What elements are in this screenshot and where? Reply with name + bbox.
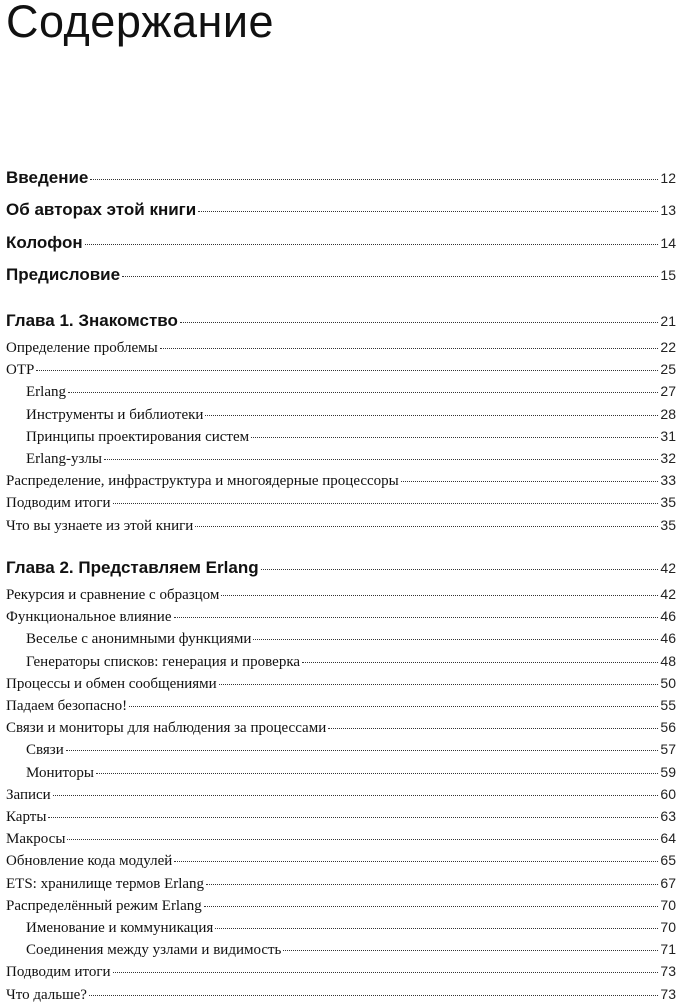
toc-section-entry <box>6 986 676 1004</box>
dot-leader <box>67 839 658 840</box>
dot-leader <box>261 569 659 570</box>
toc-section-entry <box>6 875 676 893</box>
toc-page-number: 21 <box>660 313 676 329</box>
toc-section-entry <box>6 608 676 626</box>
dot-leader <box>198 211 658 212</box>
toc-page-number: 70 <box>660 919 676 935</box>
front-matter-entry <box>6 233 676 253</box>
toc-page-number: 28 <box>660 405 676 422</box>
toc-entry-label: Соединения между узлами и видимость <box>26 942 282 959</box>
toc-subsection-entry <box>26 428 676 446</box>
dot-leader <box>205 415 658 416</box>
toc-page-number: 55 <box>660 697 676 713</box>
toc-page-number: 46 <box>660 630 676 647</box>
toc-page-number: 65 <box>660 852 676 869</box>
toc-page-number: 35 <box>660 516 676 533</box>
toc-entry-label: Об авторах этой книги <box>6 200 197 219</box>
toc-entry-label: Введение <box>6 168 89 187</box>
toc-entry-label: Подводим итоги <box>6 495 111 512</box>
toc-entry-label: Связи <box>26 742 64 759</box>
toc-page-number: 12 <box>660 170 676 186</box>
toc-entry-label: OTP <box>6 362 35 379</box>
dot-leader <box>195 526 658 527</box>
toc-page-number: 71 <box>660 941 676 958</box>
toc-subsection-entry <box>26 653 676 671</box>
toc-subsection-entry <box>26 406 676 424</box>
toc-entry-label: Падаем безопасно! <box>6 698 128 714</box>
toc-page-number: 31 <box>660 427 676 444</box>
toc-entry-label: Записи <box>6 786 51 803</box>
toc-entry-label: Erlang <box>26 384 66 401</box>
toc-entry-label: Функциональное влияние <box>6 609 172 626</box>
toc-entry-label: Именование и коммуникация <box>26 920 214 936</box>
toc-entry-label: Мониторы <box>26 764 94 781</box>
dot-leader <box>113 503 659 504</box>
dot-leader <box>53 795 659 796</box>
dot-leader <box>122 276 658 277</box>
page-title: Содержание <box>6 0 274 47</box>
toc-subsection-entry <box>26 383 676 401</box>
dot-leader <box>48 817 658 818</box>
dot-leader <box>283 950 658 951</box>
toc-section-entry <box>6 963 676 981</box>
toc-subsection-entry <box>26 764 676 782</box>
dot-leader <box>113 972 659 973</box>
toc-page-number: 70 <box>660 896 676 913</box>
dot-leader <box>90 179 658 180</box>
front-matter-entry <box>6 200 676 220</box>
dot-leader <box>180 322 659 323</box>
toc-page-number: 73 <box>660 985 676 1002</box>
toc-entry-label: Глава 2. Представляем Erlang <box>6 558 259 577</box>
dot-leader <box>219 684 659 685</box>
toc-page-number: 42 <box>660 586 676 602</box>
toc-entry-label: Карты <box>6 809 47 825</box>
dot-leader <box>104 459 658 460</box>
chapter-heading <box>6 558 676 578</box>
dot-leader <box>401 481 659 482</box>
toc-entry-label: Принципы проектирования систем <box>26 428 250 445</box>
toc-entry-label: Подводим итоги <box>6 964 111 981</box>
dot-leader <box>206 884 658 885</box>
toc-entry-label: Обновление кода модулей <box>6 853 173 870</box>
toc-page-number: 35 <box>660 494 676 511</box>
toc-entry-label: Распределённый режим Erlang <box>6 897 202 914</box>
toc-subsection-entry <box>26 741 676 759</box>
toc-entry-label: Глава 1. Знакомство <box>6 311 178 330</box>
toc-page-number: 15 <box>660 267 676 283</box>
toc-page-number: 27 <box>660 383 676 400</box>
dot-leader <box>174 617 659 618</box>
dot-leader <box>251 437 658 438</box>
toc-subsection-entry <box>26 450 676 468</box>
dot-leader <box>68 392 658 393</box>
toc-entry-label: Связи и мониторы для наблюдения за процессами <box>6 720 327 737</box>
toc-entry-label: Предисловие <box>6 265 121 284</box>
toc-section-entry <box>6 719 676 737</box>
toc-subsection-entry <box>26 941 676 959</box>
toc-page-number: 67 <box>660 874 676 891</box>
dot-leader <box>328 728 658 729</box>
toc-page-number: 59 <box>660 763 676 780</box>
toc-page-number: 46 <box>660 608 676 625</box>
toc-section-entry <box>6 339 676 357</box>
toc-page-number: 22 <box>660 339 676 355</box>
toc-page-number: 63 <box>660 808 676 824</box>
toc-section-entry <box>6 897 676 915</box>
toc-page-number: 13 <box>660 202 676 218</box>
toc-page-number: 50 <box>660 674 676 691</box>
toc-page-number: 25 <box>660 361 676 378</box>
toc-page-number: 14 <box>660 235 676 251</box>
toc-entry-label: Колофон <box>6 233 83 252</box>
toc-entry-label: Что дальше? <box>6 986 87 1003</box>
toc-entry-label: Распределение, инфраструктура и многоядерные процессоры <box>6 473 399 490</box>
toc-entry-label: Erlang-узлы <box>26 451 102 467</box>
dot-leader <box>36 370 658 371</box>
toc-section-entry <box>6 852 676 870</box>
toc-entry-label: ETS: хранилище термов Erlang <box>6 875 205 892</box>
dot-leader <box>89 995 658 996</box>
toc-section-entry <box>6 494 676 512</box>
toc-section-entry <box>6 786 676 804</box>
dot-leader <box>253 639 658 640</box>
front-matter-entry <box>6 168 676 188</box>
toc-subsection-entry <box>26 919 676 937</box>
toc-page-number: 57 <box>660 741 676 758</box>
dot-leader <box>129 706 658 707</box>
toc-page-number: 60 <box>660 785 676 802</box>
toc-page-number: 56 <box>660 719 676 736</box>
toc-entry-label: Инструменты и библиотеки <box>26 406 204 423</box>
dot-leader <box>66 750 659 751</box>
chapter-heading <box>6 311 676 331</box>
toc-page-number: 32 <box>660 450 676 466</box>
dot-leader <box>85 244 659 245</box>
toc-entry-label: Веселье с анонимными функциями <box>26 631 252 648</box>
front-matter-entry <box>6 265 676 285</box>
toc-section-entry <box>6 808 676 826</box>
toc-page-number: 42 <box>660 560 676 576</box>
dot-leader <box>302 662 658 663</box>
toc-entry-label: Генераторы списков: генерация и проверка <box>26 653 301 670</box>
dot-leader <box>96 773 658 774</box>
toc-page-number: 64 <box>660 830 676 847</box>
toc-section-entry <box>6 675 676 693</box>
toc-section-entry <box>6 697 676 715</box>
dot-leader <box>221 595 658 596</box>
dot-leader <box>160 348 659 349</box>
toc-subsection-entry <box>26 630 676 648</box>
toc-section-entry <box>6 361 676 379</box>
toc-page-number: 48 <box>660 652 676 669</box>
toc-entry-label: Макросы <box>6 831 66 848</box>
toc-entry-label: Рекурсия и сравнение с образцом <box>6 587 220 603</box>
toc-page-number: 33 <box>660 472 676 489</box>
dot-leader <box>204 906 659 907</box>
toc-section-entry <box>6 472 676 490</box>
toc-entry-label: Определение проблемы <box>6 340 158 356</box>
toc-entry-label: Что вы узнаете из этой книги <box>6 517 194 534</box>
toc-section-entry <box>6 586 676 604</box>
dot-leader <box>174 861 658 862</box>
toc-page-number: 73 <box>660 963 676 980</box>
toc-section-entry <box>6 517 676 535</box>
dot-leader <box>215 928 658 929</box>
toc-entry-label: Процессы и обмен сообщениями <box>6 675 217 692</box>
toc-section-entry <box>6 830 676 848</box>
